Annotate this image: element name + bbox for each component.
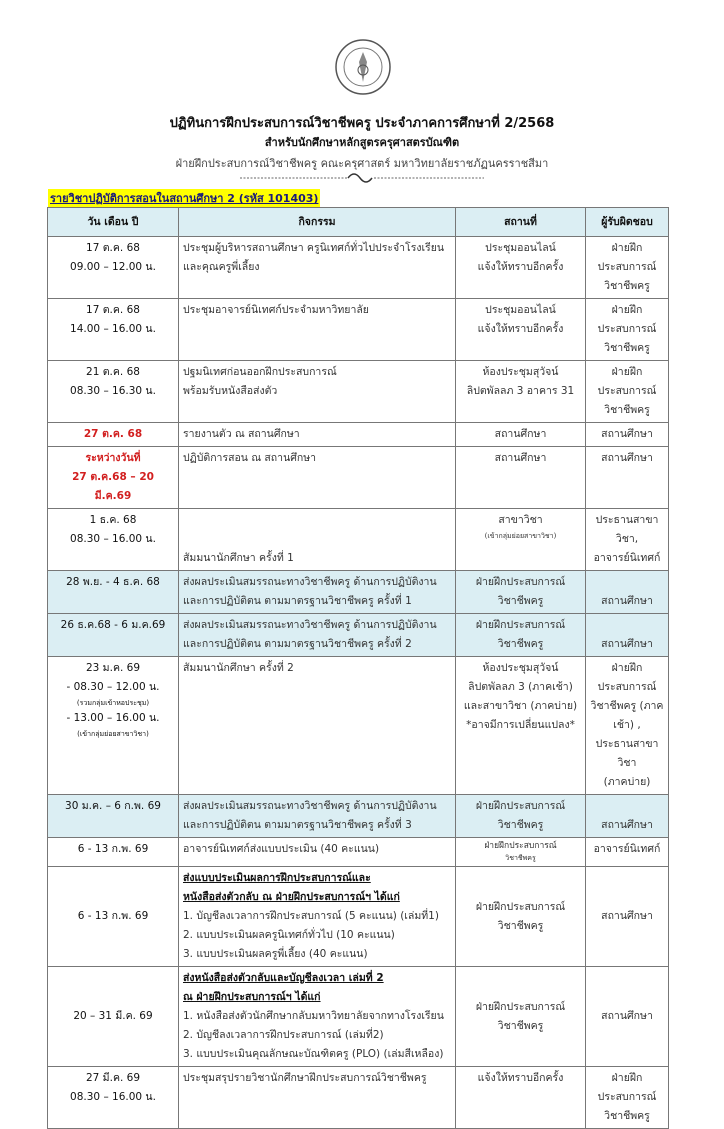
date-cell <box>48 1067 179 1129</box>
cell-line: และการปฏิบัติตน ตามมาตรฐานวิชาชีพครู ครั้งที่ 3 <box>183 819 412 831</box>
date-cell <box>48 795 179 838</box>
cell-line: 3. แบบประเมินผลครูพี่เลี้ยง (40 คะแนน) <box>183 948 368 960</box>
table-row <box>48 967 669 1067</box>
cell-line: สถานศึกษา <box>601 910 653 922</box>
place-cell <box>456 614 586 657</box>
responsible-cell <box>586 795 669 838</box>
activity-cell <box>179 237 456 299</box>
place-cell <box>456 867 586 967</box>
place-cell <box>456 447 586 509</box>
date-cell <box>48 867 179 967</box>
table-row <box>48 795 669 838</box>
date-line: 27 ต.ค.68 – 20 มี.ค.69 <box>72 471 154 502</box>
date-line: 27 มี.ค. 69 <box>85 1072 141 1084</box>
table-row <box>48 614 669 657</box>
cell-line: 1. หนังสือส่งตัวนักศึกษากลับมหาวิทยาลัยจากทางโรงเรียน <box>183 1010 444 1022</box>
responsible-cell <box>586 657 669 795</box>
cell-line: สถานศึกษา <box>601 428 653 440</box>
cell-line: ประชุมออนไลน์ <box>485 242 556 254</box>
column-header-date: วัน เดือน ปี <box>48 208 179 237</box>
responsible-cell <box>586 1067 669 1129</box>
cell-line: วิชาชีพครู <box>497 1019 544 1032</box>
date-cell <box>48 237 179 299</box>
cell-line: (ภาคบ่าย) <box>603 776 651 788</box>
date-line: 09.00 – 12.00 น. <box>70 261 156 273</box>
activity-cell <box>179 867 456 967</box>
cell-line: สถานศึกษา <box>601 452 653 464</box>
cell-line: สถานศึกษา <box>601 1010 653 1022</box>
responsible-cell <box>586 838 669 867</box>
activity-cell <box>179 509 456 571</box>
date-line: 21 ต.ค. 68 <box>86 366 140 378</box>
cell-line: หนังสือส่งตัวกลับ ณ ฝ่ายฝึกประสบการณ์ฯ ได้แก่ <box>183 891 400 903</box>
cell-line: 2. บัญชีลงเวลาการฝึกประสบการณ์ (เล่มที่2) <box>183 1029 384 1041</box>
cell-line: ประชุมผู้บริหารสถานศึกษา ครูนิเทศก์ทั่วไปประจำโรงเรียน <box>183 242 445 254</box>
date-cell <box>48 299 179 361</box>
date-line: 28 พ.ย. - 4 ธ.ค. 68 <box>66 576 160 588</box>
cell-line: สถานศึกษา <box>601 595 653 607</box>
responsible-cell <box>586 423 669 447</box>
responsible-cell <box>586 237 669 299</box>
column-header-place: สถานที่ <box>456 208 586 237</box>
date-line: - 08.30 – 12.00 น. <box>66 681 160 693</box>
place-cell <box>456 1067 586 1129</box>
cell-line: สถานศึกษา <box>601 638 653 650</box>
place-cell <box>456 571 586 614</box>
date-line: 30 ม.ค. – 6 ก.พ. 69 <box>65 800 161 812</box>
cell-line: ส่งผลประเมินสมรรถนะทางวิชาชีพครู ด้านการปฏิบัติงาน <box>183 800 437 812</box>
document-subtitle: สำหรับนักศึกษาหลักสูตรครุศาสตรบัณฑิต <box>264 136 460 149</box>
place-cell <box>456 795 586 838</box>
cell-line: สถานศึกษา <box>494 428 547 440</box>
table-row <box>48 571 669 614</box>
university-seal-logo <box>334 38 392 96</box>
cell-line: ประชุมออนไลน์ <box>485 304 556 316</box>
cell-line: ฝ่ายฝึกประสบการณ์ <box>475 576 566 588</box>
activity-cell <box>179 795 456 838</box>
activity-cell <box>179 299 456 361</box>
activity-cell <box>179 614 456 657</box>
cell-line: ฝ่ายฝึกประสบการณ์ <box>597 242 657 273</box>
place-cell <box>456 967 586 1067</box>
responsible-cell <box>586 571 669 614</box>
activity-cell <box>179 571 456 614</box>
cell-line: ฝ่ายฝึกประสบการณ์ <box>475 1000 566 1013</box>
column-header-responsible: ผู้รับผิดชอบ <box>586 208 669 237</box>
schedule-table <box>47 207 669 1129</box>
responsible-cell <box>586 967 669 1067</box>
cell-line: ฝ่ายฝึกประสบการณ์ <box>484 841 557 851</box>
cell-line: วิชาชีพครู <box>497 638 544 650</box>
date-line: 26 ธ.ค.68 - 6 ม.ค.69 <box>60 619 166 631</box>
cell-line: ประธานสาขาวิชา, <box>595 514 659 545</box>
organization-line: ฝ่ายฝึกประสบการณ์วิชาชีพครู คณะครุศาสตร์ มหาวิทยาลัยราชภัฏนครราชสีมา <box>175 157 549 170</box>
date-line: 08.30 – 16.00 น. <box>70 1091 156 1103</box>
cell-line: ประธานสาขาวิชา <box>595 738 659 769</box>
table-row <box>48 1067 669 1129</box>
activity-cell <box>179 361 456 423</box>
cell-line: ประชุมสรุปรายวิชานักศึกษาฝึกประสบการณ์วิชาชีพครู <box>183 1072 427 1084</box>
date-line: (เข้ากลุ่มย่อยสาขาวิชา) <box>77 730 149 738</box>
cell-line: ลิปตพัลลภ 3 (ภาคเช้า) <box>468 681 573 693</box>
responsible-cell <box>586 299 669 361</box>
cell-line: วิชาชีพครู <box>604 280 650 292</box>
ornament-divider <box>240 170 484 184</box>
cell-line: อาจารย์นิเทศก์ส่งแบบประเมิน (40 คะแนน) <box>183 843 380 855</box>
responsible-cell <box>586 867 669 967</box>
date-line: 17 ต.ค. 68 <box>86 304 140 316</box>
cell-line: ปฏิบัติการสอน ณ สถานศึกษา <box>183 452 317 464</box>
table-row <box>48 867 669 967</box>
date-line: 27 ต.ค. 68 <box>83 428 143 440</box>
activity-cell <box>179 838 456 867</box>
cell-line: ฝ่ายฝึกประสบการณ์ <box>597 304 657 335</box>
cell-line: อาจารย์นิเทศก์ <box>593 552 661 564</box>
cell-line: อาจารย์นิเทศก์ <box>593 843 661 855</box>
place-cell <box>456 509 586 571</box>
cell-line: และสาขาวิชา (ภาคบ่าย) <box>463 700 578 712</box>
date-line: 6 - 13 ก.พ. 69 <box>77 843 149 855</box>
cell-line: ฝ่ายฝึกประสบการณ์ <box>597 366 657 397</box>
table-header-row <box>48 208 669 237</box>
date-line: 23 ม.ค. 69 <box>85 662 141 674</box>
activity-cell <box>179 967 456 1067</box>
activity-cell <box>179 423 456 447</box>
date-line: ระหว่างวันที่ <box>85 452 141 464</box>
cell-line: (เข้ากลุ่มย่อยสาขาวิชา) <box>484 532 557 540</box>
table-row <box>48 237 669 299</box>
table-row <box>48 299 669 361</box>
cell-line: ฝ่ายฝึกประสบการณ์ <box>475 900 566 913</box>
cell-line: ส่งหนังสือส่งตัวกลับและบัญชีลงเวลา เล่มที่ 2 <box>183 972 384 984</box>
cell-line: สัมมนานักศึกษา ครั้งที่ 2 <box>183 662 294 674</box>
cell-line: แจ้งให้ทราบอีกครั้ง <box>477 1072 564 1084</box>
date-line: 17 ต.ค. 68 <box>86 242 140 254</box>
place-cell <box>456 299 586 361</box>
date-cell <box>48 509 179 571</box>
responsible-cell <box>586 361 669 423</box>
date-line: 20 – 31 มี.ค. 69 <box>73 1010 153 1022</box>
date-cell <box>48 571 179 614</box>
activity-cell <box>179 657 456 795</box>
cell-line: ส่งผลประเมินสมรรถนะทางวิชาชีพครู ด้านการปฏิบัติงาน <box>183 619 437 631</box>
cell-line: ลิปตพัลลภ 3 อาคาร 31 <box>466 385 575 397</box>
date-cell <box>48 361 179 423</box>
table-row <box>48 509 669 571</box>
place-cell <box>456 838 586 867</box>
cell-line: ณ ฝ่ายฝึกประสบการณ์ฯ ได้แก่ <box>183 991 321 1003</box>
cell-line: สถานศึกษา <box>601 819 653 831</box>
table-row <box>48 657 669 795</box>
responsible-cell <box>586 614 669 657</box>
activity-cell <box>179 1067 456 1129</box>
cell-line: ฝ่ายฝึกประสบการณ์ <box>597 662 657 693</box>
date-line: 6 - 13 ก.พ. 69 <box>77 910 149 922</box>
cell-line: วิชาชีพครู <box>497 919 544 932</box>
place-cell <box>456 423 586 447</box>
date-cell <box>48 657 179 795</box>
cell-line: ส่งแบบประเมินผลการฝึกประสบการณ์และ <box>183 872 371 884</box>
table-row <box>48 838 669 867</box>
responsible-cell <box>586 509 669 571</box>
date-line: 1 ธ.ค. 68 <box>89 514 137 526</box>
activity-cell <box>179 447 456 509</box>
cell-line: ฝ่ายฝึกประสบการณ์ <box>597 1072 657 1103</box>
date-cell <box>48 423 179 447</box>
cell-line: และคุณครูพี่เลี้ยง <box>183 261 260 273</box>
cell-line: 3. แบบประเมินคุณลักษณะบัณฑิตครู (PLO) (เล่มสีเหลือง) <box>183 1048 444 1060</box>
place-cell <box>456 361 586 423</box>
cell-line: วิชาชีพครู (ภาคเช้า) , <box>590 700 664 731</box>
cell-line: ฝ่ายฝึกประสบการณ์ <box>475 800 566 812</box>
cell-line: แจ้งให้ทราบอีกครั้ง <box>477 261 564 273</box>
cell-line: วิชาชีพครู <box>505 854 536 862</box>
cell-line: วิชาชีพครู <box>604 1110 650 1122</box>
cell-line: 1. บัญชีลงเวลาการฝึกประสบการณ์ (5 คะแนน) (เล่มที่1) <box>183 910 439 922</box>
cell-line: พร้อมรับหนังสือส่งตัว <box>183 385 278 397</box>
cell-line: ฝ่ายฝึกประสบการณ์ <box>475 619 566 631</box>
cell-line: รายงานตัว ณ สถานศึกษา <box>183 428 300 440</box>
cell-line: วิชาชีพครู <box>604 404 650 416</box>
date-line: 08.30 – 16.00 น. <box>70 533 156 545</box>
cell-line: วิชาชีพครู <box>497 595 544 607</box>
cell-line: สาขาวิชา <box>498 514 543 526</box>
date-cell <box>48 838 179 867</box>
cell-line: และการปฏิบัติตน ตามมาตรฐานวิชาชีพครู ครั้งที่ 2 <box>183 638 412 650</box>
column-header-activity: กิจกรรม <box>179 208 456 237</box>
date-cell <box>48 614 179 657</box>
cell-line: ปฐมนิเทศก่อนออกฝึกประสบการณ์ <box>183 366 337 378</box>
cell-line: ห้องประชุมสุวัจน์ <box>482 662 559 674</box>
table-row <box>48 423 669 447</box>
date-line: 08.30 – 16.30 น. <box>70 385 156 397</box>
cell-line: และการปฏิบัติตน ตามมาตรฐานวิชาชีพครู ครั้งที่ 1 <box>183 595 412 607</box>
date-line: - 13.00 – 16.00 น. <box>66 712 160 724</box>
cell-line: วิชาชีพครู <box>604 342 650 354</box>
place-cell <box>456 237 586 299</box>
responsible-cell <box>586 447 669 509</box>
cell-line: ประชุมอาจารย์นิเทศก์ประจำมหาวิทยาลัย <box>183 304 369 316</box>
cell-line: แจ้งให้ทราบอีกครั้ง <box>477 323 564 335</box>
cell-line: ส่งผลประเมินสมรรถนะทางวิชาชีพครู ด้านการปฏิบัติงาน <box>183 576 437 588</box>
date-line: (รวมกลุ่มเข้าหอประชุม) <box>76 699 150 707</box>
cell-line: สัมมนานักศึกษา ครั้งที่ 1 <box>183 552 294 564</box>
table-row <box>48 447 669 509</box>
date-cell <box>48 967 179 1067</box>
place-cell <box>456 657 586 795</box>
cell-line: สถานศึกษา <box>494 452 547 464</box>
date-cell <box>48 447 179 509</box>
section-title: รายวิชาปฏิบัติการสอนในสถานศึกษา 2 (รหัส 101403) <box>48 189 320 207</box>
date-line: 14.00 – 16.00 น. <box>70 323 156 335</box>
cell-line: ห้องประชุมสุวัจน์ <box>482 366 559 378</box>
cell-line: วิชาชีพครู <box>497 819 544 831</box>
cell-line: *อาจมีการเปลี่ยนแปลง* <box>466 719 575 731</box>
cell-line: 2. แบบประเมินผลครูนิเทศก์ทั่วไป (10 คะแนน) <box>183 929 395 941</box>
table-row <box>48 361 669 423</box>
document-title: ปฏิทินการฝึกประสบการณ์วิชาชีพครู ประจำภาคการศึกษาที่ 2/2568 <box>169 116 555 131</box>
